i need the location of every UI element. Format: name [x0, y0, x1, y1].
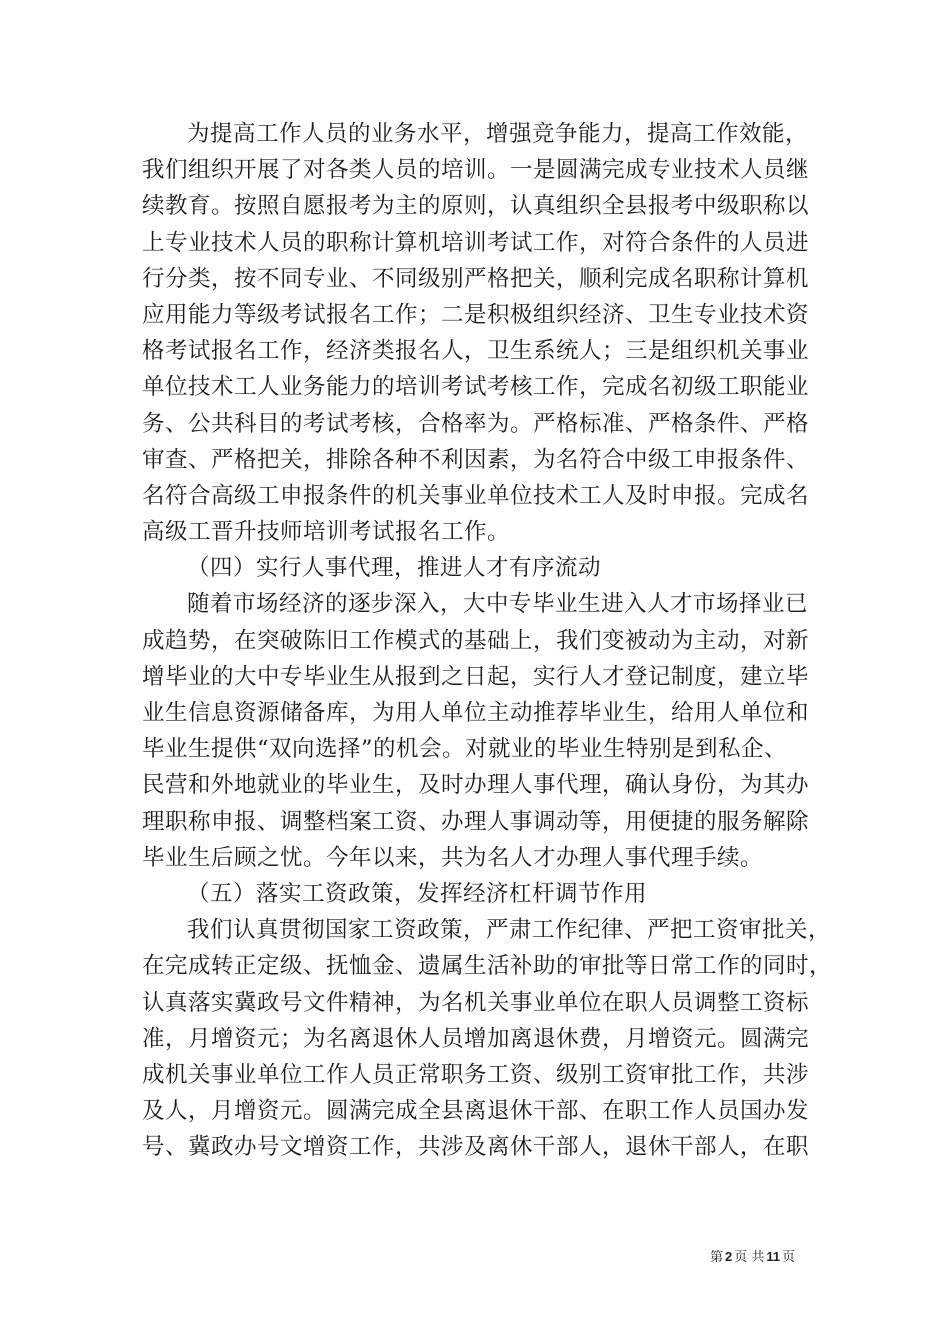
- footer-total-pages: 11: [766, 1249, 781, 1264]
- body-line: 民营和外地就业的毕业生，及时办理人事代理，确认身份，为其办: [142, 772, 810, 799]
- body-line: 成机关事业单位工作人员正常职务工资、级别工资审批工作，共涉: [142, 1061, 810, 1088]
- footer-suffix: 页: [782, 1250, 796, 1265]
- body-line: 认真落实冀政号文件精神，为名机关事业单位在职人员调整工资标: [142, 989, 810, 1016]
- body-line: 名符合高级工申报条件的机关事业单位技术工人及时申报。完成名: [142, 482, 810, 509]
- body-line: 理职称申报、调整档案工资、办理人事调动等，用便捷的服务解除: [142, 808, 810, 835]
- body-line: 格考试报名工作，经济类报名人，卫生系统人；三是组织机关事业: [142, 338, 810, 365]
- body-line: 随着市场经济的逐步深入，大中专毕业生进入人才市场择业已: [187, 591, 809, 618]
- body-line: （五）落实工资政策，发挥经济杠杆调节作用: [187, 880, 648, 907]
- body-line: （四）实行人事代理，推进人才有序流动: [187, 555, 602, 582]
- body-line: 上专业技术人员的职称计算机培训考试工作，对符合条件的人员进: [142, 229, 810, 256]
- footer-middle: 页 共: [734, 1250, 765, 1265]
- body-line: 在完成转正定级、抚恤金、遗属生活补助的审批等日常工作的同时，: [142, 953, 833, 980]
- body-line: 及人，月增资元。圆满完成全县离退休干部、在职工作人员国办发: [142, 1098, 810, 1125]
- body-line: 毕业生后顾之忧。今年以来，共为名人才办理人事代理手续。: [142, 844, 764, 871]
- body-line: 审查、严格把关，排除各种不利因素，为名符合中级工申报条件、: [142, 446, 810, 473]
- body-line: 增毕业的大中专毕业生从报到之日起，实行人才登记制度，建立毕: [142, 663, 810, 690]
- body-line: 毕业生提供“双向选择”的机会。对就业的毕业生特别是到私企、: [142, 736, 788, 763]
- body-line: 行分类，按不同专业、不同级别严格把关，顺利完成名职称计算机: [142, 265, 810, 292]
- body-line: 我们认真贯彻国家工资政策，严肃工作纪律、严把工资审批关，: [187, 917, 832, 944]
- body-line: 务、公共科目的考试考核，合格率为。严格标准、严格条件、严格: [142, 410, 810, 437]
- body-line: 续教育。按照自愿报考为主的原则，认真组织全县报考中级职称以: [142, 193, 810, 220]
- footer-current-page: 2: [725, 1249, 733, 1264]
- body-line: 高级工晋升技师培训考试报名工作。: [142, 519, 511, 546]
- document-body: [142, 116, 833, 1165]
- body-line: 号、冀政办号文增资工作，共涉及离休干部人，退休干部人，在职: [142, 1134, 810, 1161]
- body-line: 我们组织开展了对各类人员的培训。一是圆满完成专业技术人员继: [142, 157, 810, 184]
- body-line: 成趋势，在突破陈旧工作模式的基础上，我们变被动为主动，对新: [142, 627, 810, 654]
- body-line: 单位技术工人业务能力的培训考试考核工作，完成名初级工职能业: [142, 374, 810, 401]
- body-line: 为提高工作人员的业务水平，增强竞争能力，提高工作效能，: [187, 121, 809, 147]
- page-footer: [710, 1246, 795, 1265]
- body-line: 应用能力等级考试报名工作；二是积极组织经济、卫生专业技术资: [142, 301, 810, 328]
- footer-prefix: 第: [710, 1250, 724, 1265]
- body-line: 准，月增资元；为名离退休人员增加离退休费，月增资元。圆满完: [142, 1025, 810, 1052]
- body-line: 业生信息资源储备库，为用人单位主动推荐毕业生，给用人单位和: [142, 700, 810, 726]
